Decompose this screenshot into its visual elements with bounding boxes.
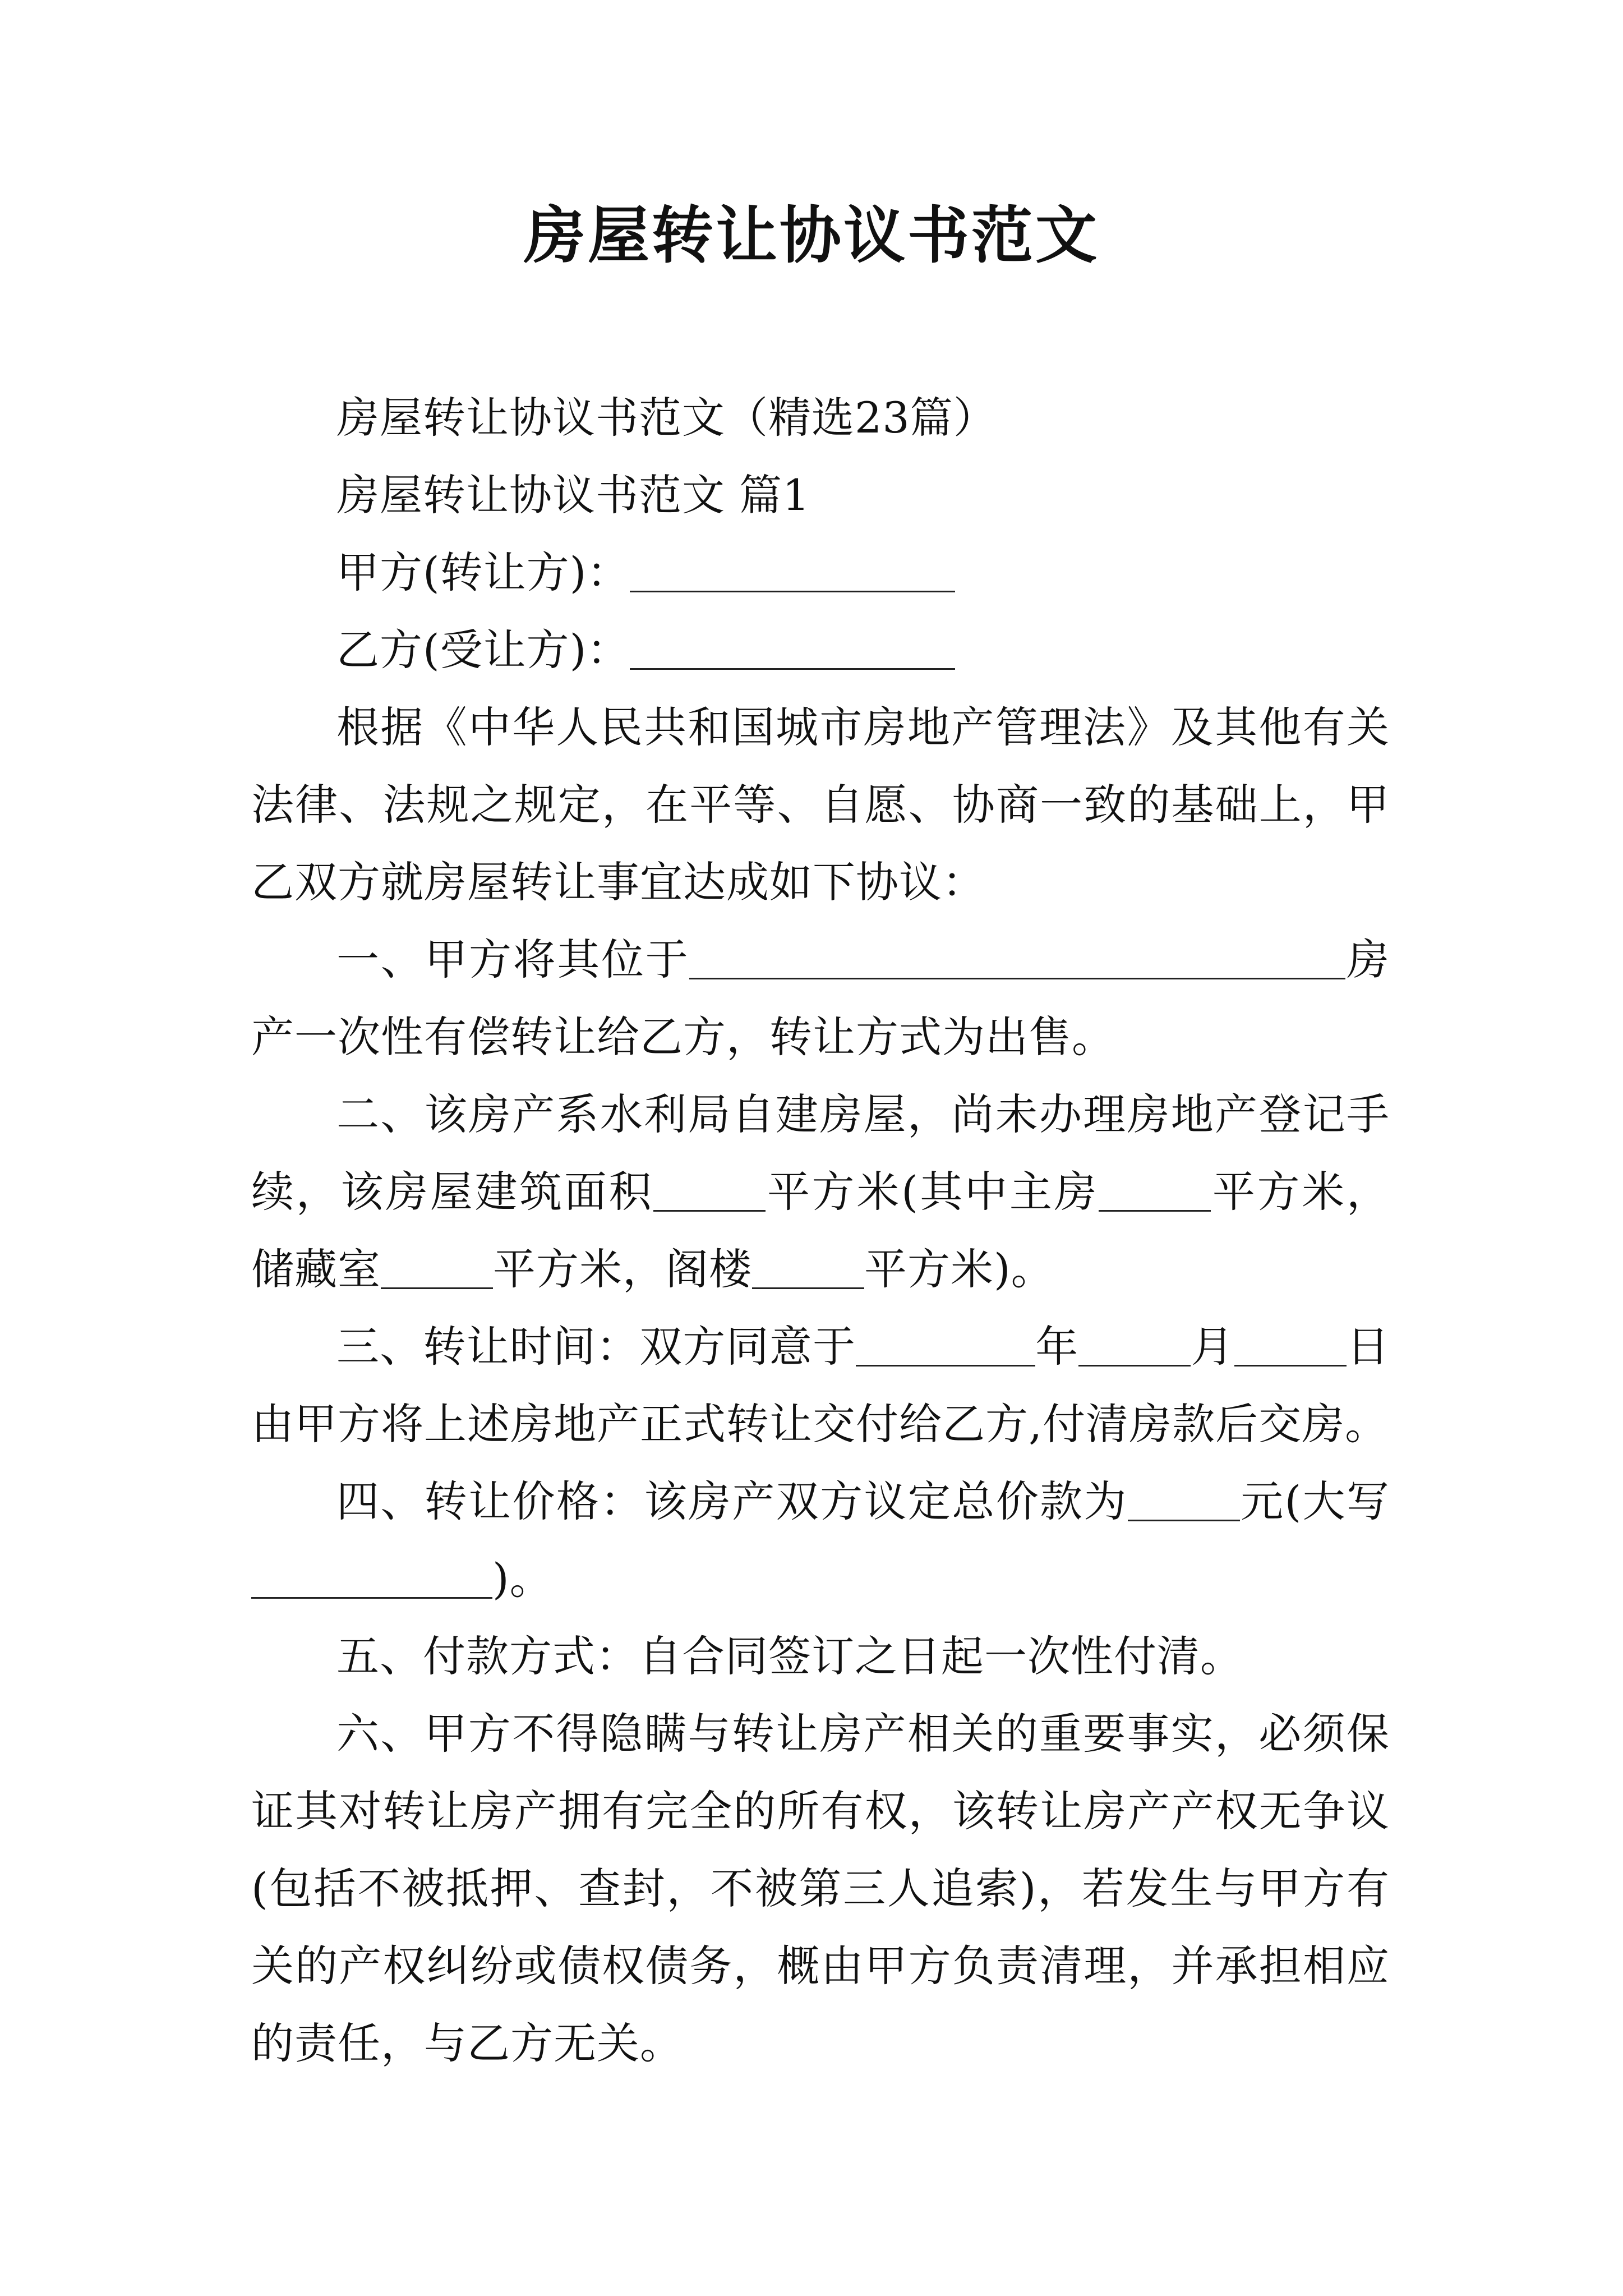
clause-2-part1: 二、该房产系水利局自建房屋，尚未办理房地产登记手续，该房屋建筑面积 [251,1089,1390,1217]
party-b-label: 乙方(受让方)： [336,625,630,675]
clause-2-part3: 平方米，储藏室 [251,1167,1390,1294]
party-a-label: 甲方(转让方)： [336,547,630,597]
building-area-blank [653,1167,766,1212]
month-blank [1078,1322,1191,1366]
clause-4-part3: )。 [492,1554,553,1604]
clause-2-part5: 平方米)。 [864,1244,1054,1294]
party-b-blank [630,625,955,670]
clause-3-part2: 年 [1035,1322,1079,1372]
clause-4 [251,1463,1390,1618]
clause-4-part1: 四、转让价格：该房产双方议定总价款为 [336,1476,1128,1526]
attic-area-blank [752,1245,864,1289]
price-uppercase-blank [251,1554,492,1599]
party-a-blank [630,548,955,592]
document-title: 房屋转让协议书范文 [524,199,1099,272]
section-heading: 房屋转让协议书范文 篇1 [336,470,810,520]
year-blank [856,1322,1035,1366]
clause-2-part2: 平方米(其中主房 [766,1167,1099,1217]
storage-area-blank [381,1245,493,1289]
clause-3-part3: 月 [1191,1322,1234,1372]
main-room-area-blank [1099,1167,1211,1212]
day-blank [1234,1322,1347,1366]
document-body [251,379,1390,2082]
clause-2-part4: 平方米，阁楼 [493,1244,752,1294]
clause-1 [251,921,1390,1076]
clause-6: 六、甲方不得隐瞒与转让房产相关的重要事实，必须保证其对转让房产拥有完全的所有权，该转让房产产权无争议(包括不被抵押、查封，不被第三人追索)，若发生与甲方有关的产权纠纷或债权债务，概由甲方负责清理，并承担相应的责任，与乙方无关。 [251,1709,1390,2068]
clause-1-prefix: 一、甲方将其位于 [336,935,690,984]
clause-2 [251,1076,1390,1308]
clause-3-part1: 三、转让时间：双方同意于 [336,1322,856,1372]
clause-4-part2: 元(大写 [1239,1476,1390,1526]
party-b-line [251,611,1390,689]
clause-3 [251,1308,1390,1463]
party-a-line [251,534,1390,611]
document-subtitle: 房屋转让协议书范文（精选23篇） [336,393,997,443]
clause-5: 五、付款方式：自合同签订之日起一次性付清。 [336,1631,1243,1681]
clause-1-suffix: 房产一次性有偿转让给乙方，转让方式为出售。 [251,935,1390,1062]
intro-paragraph: 根据《中华人民共和国城市房地产管理法》及其他有关法律、法规之规定，在平等、自愿、协商一致的基础上，甲乙双方就房屋转让事宜达成如下协议： [251,702,1390,907]
clause-3-part4: 日由甲方将上述房地产正式转让交付给乙方,付清房款后交房。 [251,1322,1390,1449]
location-blank [689,935,1345,979]
price-blank [1128,1477,1240,1521]
